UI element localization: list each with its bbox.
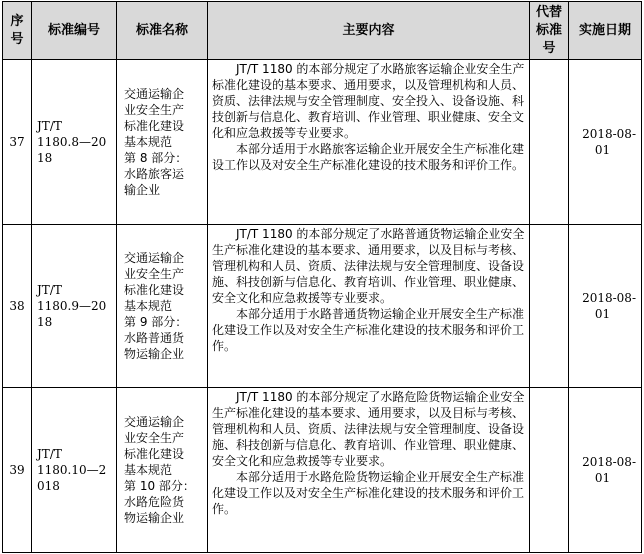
row-replace [530,60,569,225]
row-content [208,60,530,225]
header-date: 实施日期 [569,2,642,60]
header-name: 标准名称 [117,2,208,60]
row-seq: 38 [3,225,32,388]
row-name: 交通运输企 业安全生产 标准化建设 基本规范 第 10 部分： 水路危险货 物运输企业 [117,388,208,553]
row-content [208,388,530,553]
content-paragraph: JT/T 1180 的本部分规定了水路旅客运输企业安全生产标准化建设的基本要求、通用要求，以及管理机构和人员、资质、法律法规与安全管理制度、安全投入、设备设施、科技创新与信息化、教育培训、作业管理、职业健康、安全文化和应急救援等专业要求。 [212,62,525,140]
row-date: 2018-08- 01 [569,225,642,388]
row-name: 交通运输企 业安全生产 标准化建设 基本规范 第 9 部分： 水路普通货 物运输企业 [117,225,208,388]
row-code: JT/T 1180.9—20 18 [32,225,117,388]
row-replace [530,225,569,388]
header-row [3,2,642,60]
header-code: 标准编号 [32,2,117,60]
row-code: JT/T 1180.10—2 018 [32,388,117,553]
content-paragraph: JT/T 1180 的本部分规定了水路危险货物运输企业安全生产标准化建设的基本要求、通用要求，以及目标与考核、管理机构和人员、资质、法律法规与安全管理制度、设备设施、科技创新与信息化、教育培训、作业管理、职业健康、安全文化和应急救援等专业要求。 [212,390,525,468]
row-name: 交通运输企 业安全生产 标准化建设 基本规范 第 8 部分： 水路旅客运 输企业 [117,60,208,225]
row-content [208,225,530,388]
table-row [3,225,642,388]
row-seq: 39 [3,388,32,553]
row-date: 2018-08- 01 [569,388,642,553]
table-row [3,60,642,225]
row-replace [530,388,569,553]
header-seq: 序 号 [3,2,32,60]
row-code: JT/T 1180.8—20 18 [32,60,117,225]
standards-table [2,1,642,553]
content-paragraph: 本部分适用于水路普通货物运输企业开展安全生产标准化建设工作以及对安全生产标准化建设的技术服务和评价工作。 [212,307,525,353]
table-row [3,388,642,553]
row-date: 2018-08- 01 [569,60,642,225]
row-seq: 37 [3,60,32,225]
header-content: 主要内容 [208,2,530,60]
content-paragraph: 本部分适用于水路旅客运输企业开展安全生产标准化建设工作以及对安全生产标准化建设的技术服务和评价工作。 [212,142,525,172]
header-replace: 代替 标准 号 [530,2,569,60]
content-paragraph: 本部分适用于水路危险货物运输企业开展安全生产标准化建设工作以及对安全生产标准化建设的技术服务和评价工作。 [212,470,525,516]
content-paragraph: JT/T 1180 的本部分规定了水路普通货物运输企业安全生产标准化建设的基本要求、通用要求，以及目标与考核、管理机构和人员、资质、法律法规与安全管理制度、设备设施、科技创新与信息化、教育培训、作业管理、职业健康、安全文化和应急救援等专业要求。 [212,227,525,305]
